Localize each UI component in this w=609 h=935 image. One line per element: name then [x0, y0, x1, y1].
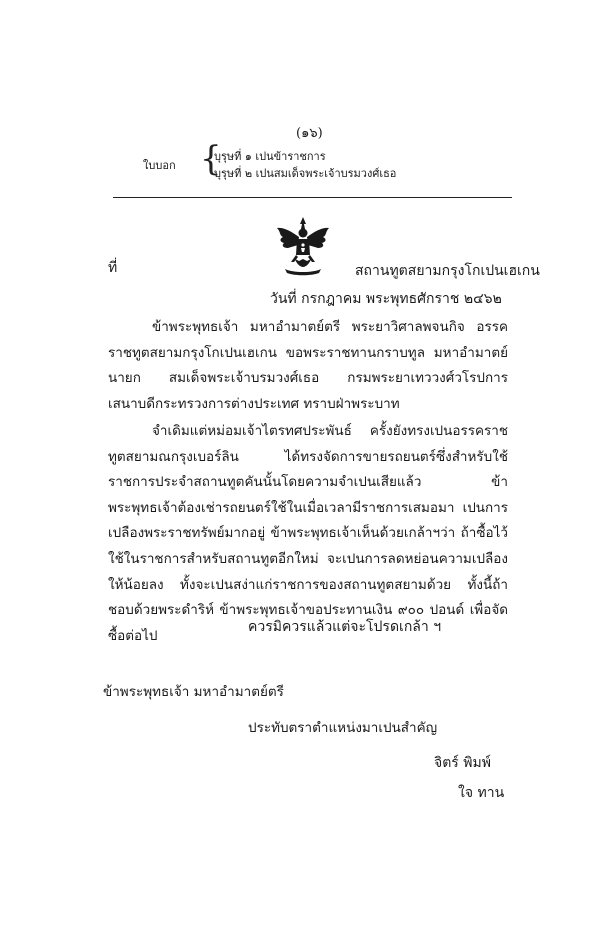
- footnote-label: ใบบอก: [143, 159, 176, 172]
- letter-date: วันที่ กรกฎาคม พระพุทธศักราช ๒๔๖๒: [270, 291, 502, 307]
- reference-label: ที่: [108, 260, 118, 276]
- footnote-item-1: บุรุษที่ ๑ เปนข้าราชการ: [214, 150, 326, 163]
- seal-note: ประทับตราตำแหน่งมาเปนสำคัญ: [248, 720, 438, 736]
- signer-title: ข้าพระพุทธเจ้า มหาอำมาตย์ตรี: [103, 684, 284, 700]
- footnote-brace: {: [200, 139, 222, 179]
- footnote-item-2: บุรุษที่ ๒ เปนสมเด็จพระเจ้าบรมวงศ์เธอ: [214, 167, 397, 180]
- signature-name: จิตร์ พิมพ์: [434, 755, 491, 771]
- page-number: (๑๖): [296, 126, 323, 141]
- embassy-name: สถานทูตสยามกรุงโกเปนเฮเกน: [355, 263, 540, 279]
- body-paragraph-2: จำเดิมแต่หม่อมเจ้าไตรทศประพันธ์ ครั้งยังทรงเปนอรรคราชทูตสยามณกรุงเบอร์ลิน ได้ทรงจัดการขายรถยนตร์ซึ่งสำหรับใช้ราชการประจำสถานทูตคันนั้นโดยความจำเปนเสียแล้ว ข้าพระพุทธเจ้าต้องเช่ารถยนตร์ใช้ในเมื่อเวลามีราชการเสมอมา เปนการเปลืองพระราชทรัพย์มากอยู่ ข้าพระพุทธเจ้าเห็นด้วยเกล้าฯว่า ถ้าซื้อไว้ใช้ในราชการสำหรับสถานทูตอีกใหม่ จะเปนการลดหย่อนความเปลืองให้น้อยลง ทั้งจะเปนสง่าแก่ราชการของสถานทูตสยามด้วย ทั้งนี้ถ้าชอบด้วยพระดำริห์ ข้าพระพุทธเจ้าขอประทานเงิน ๙๐๐ ปอนด์ เพื่อจัดซื้อต่อไป: [108, 423, 508, 644]
- garuda-emblem-icon: [275, 215, 331, 277]
- signature-initials: ใจ ทาน: [458, 785, 505, 801]
- closing-line: ควรมิควรแล้วแต่จะโปรดเกล้า ฯ: [248, 619, 442, 635]
- header-divider: [113, 197, 512, 198]
- body-paragraph-1: ข้าพระพุทธเจ้า มหาอำมาตย์ตรี พระยาวิศาลพจนกิจ อรรคราชทูตสยามกรุงโกเปนเฮเกน ขอพระราชทานกราบทูล มหาอำมาตย์นายก สมเด็จพระเจ้าบรมวงศ์เธอ กรมพระยาเทววงศ์วโรปการ เสนาบดีกระทรวงการต่างประเทศ ทราบฝ่าพระบาท: [108, 319, 508, 412]
